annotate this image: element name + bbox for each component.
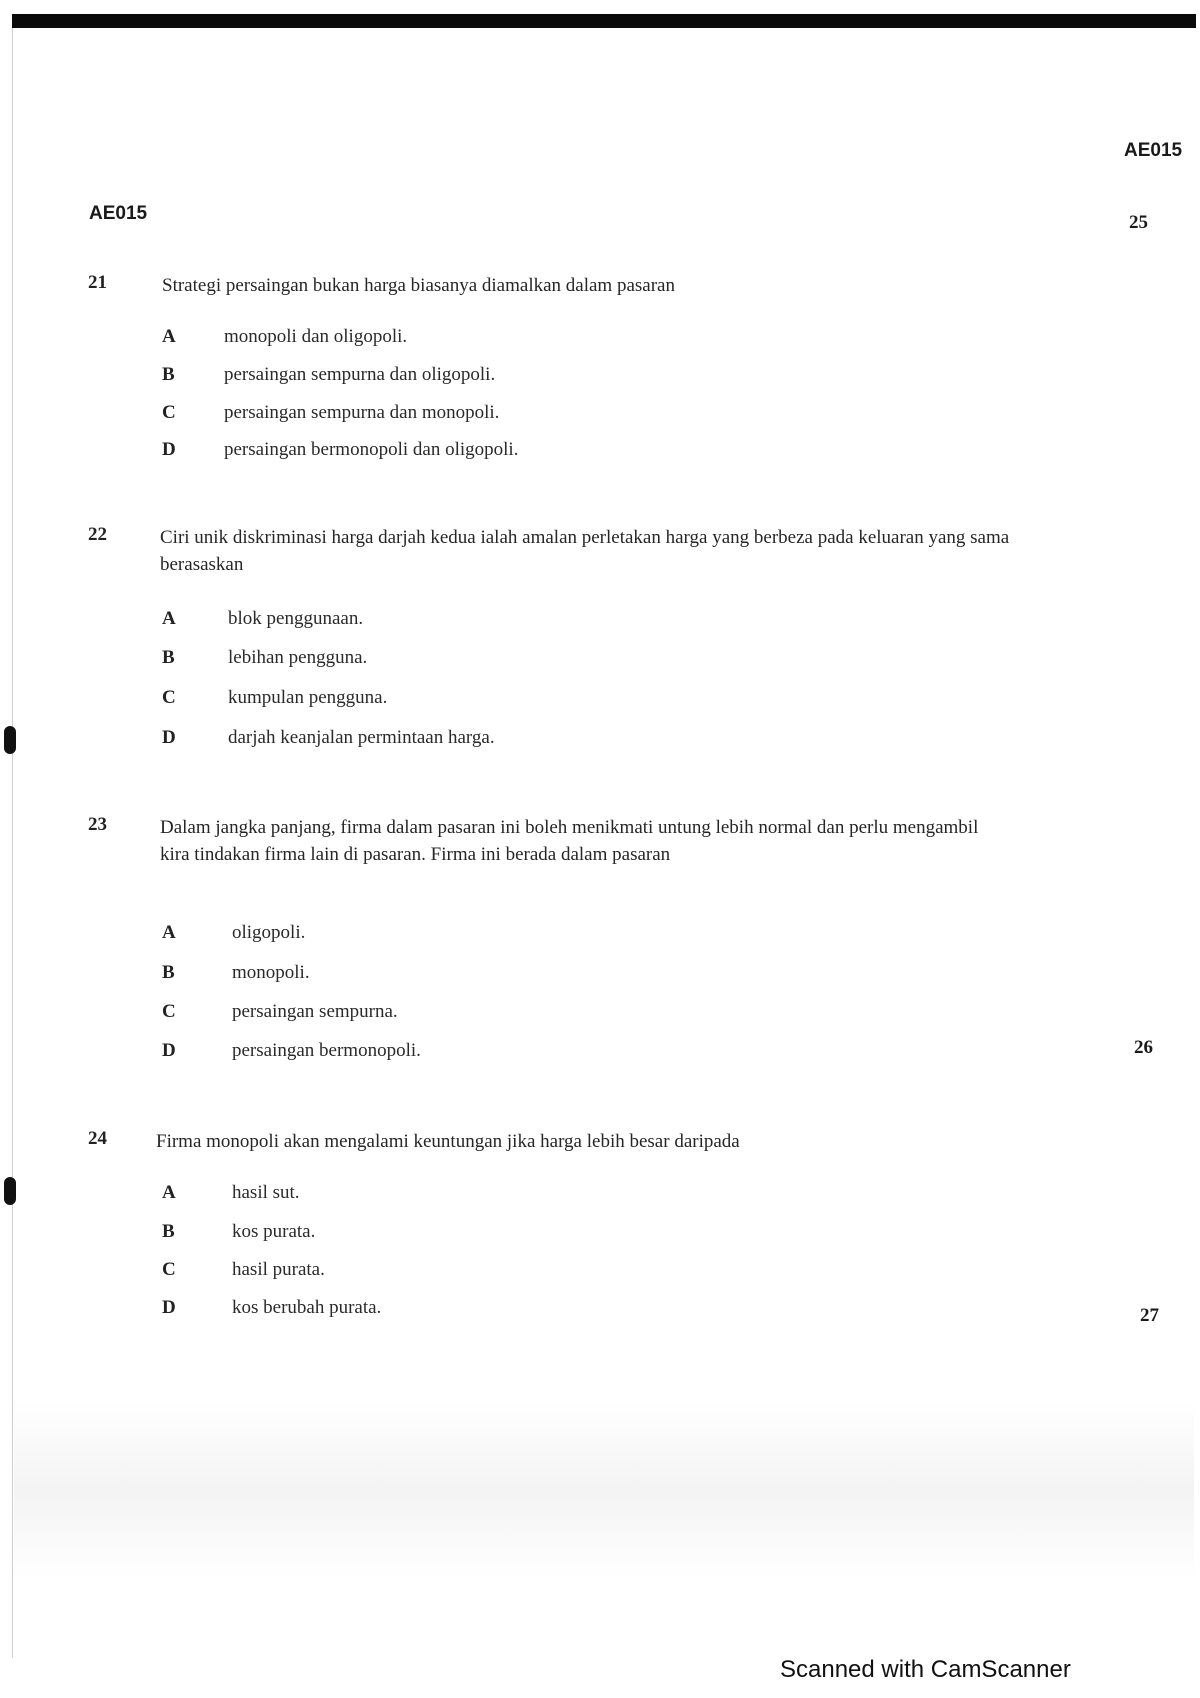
- question-22: [88, 524, 1048, 764]
- option-letter: D: [162, 1040, 176, 1061]
- option-text: persaingan bermonopoli.: [232, 1040, 421, 1061]
- binder-hole-mark: [4, 1177, 16, 1205]
- option-a: [162, 922, 962, 952]
- page-number: 27: [1140, 1305, 1159, 1326]
- option-c: [162, 1001, 962, 1031]
- question-text: Strategi persaingan bukan harga biasanya diamalkan dalam pasaran: [162, 275, 675, 296]
- option-a: [162, 608, 962, 638]
- option-text: monopoli.: [232, 962, 310, 983]
- option-c: [162, 1259, 962, 1289]
- question-number: 23: [88, 814, 107, 835]
- option-letter: D: [162, 439, 176, 460]
- page-number: 26: [1134, 1037, 1153, 1058]
- option-letter: C: [162, 402, 176, 423]
- question-number: 21: [88, 272, 107, 293]
- option-d: [162, 727, 962, 757]
- option-text: darjah keanjalan permintaan harga.: [228, 727, 495, 748]
- scan-top-border: [12, 14, 1196, 28]
- page-left-edge: [12, 28, 13, 1658]
- question-24: [88, 1128, 1048, 1348]
- question-text: Dalam jangka panjang, firma dalam pasaran ini boleh menikmati untung lebih normal dan perlu mengambil kira tindakan firma lain di pasaran. Firma ini berada dalam pasaran: [160, 817, 979, 865]
- option-text: oligopoli.: [232, 922, 306, 943]
- option-d: [162, 1297, 962, 1327]
- option-letter: B: [162, 962, 175, 983]
- option-letter: B: [162, 1221, 175, 1242]
- paper-code-right: AE015: [1124, 140, 1183, 161]
- option-b: [162, 1221, 962, 1251]
- option-text: lebihan pengguna.: [228, 647, 368, 668]
- option-letter: C: [162, 1259, 176, 1280]
- page-number: 25: [1129, 212, 1148, 233]
- option-text: persaingan sempurna.: [232, 1001, 398, 1022]
- option-letter: A: [162, 326, 176, 347]
- option-text: hasil purata.: [232, 1259, 325, 1280]
- option-a: [162, 1182, 962, 1212]
- option-b: [162, 364, 962, 394]
- option-letter: D: [162, 727, 176, 748]
- question-23: [88, 814, 1048, 1074]
- option-b: [162, 962, 962, 992]
- option-text: monopoli dan oligopoli.: [224, 326, 408, 347]
- question-number: 24: [88, 1128, 107, 1149]
- option-text: hasil sut.: [232, 1182, 300, 1203]
- option-letter: A: [162, 922, 176, 943]
- option-c: [162, 402, 962, 432]
- option-text: persaingan bermonopoli dan oligopoli.: [224, 439, 519, 460]
- option-d: [162, 439, 962, 469]
- option-letter: A: [162, 1182, 176, 1203]
- question-text: Firma monopoli akan mengalami keuntungan jika harga lebih besar daripada: [156, 1131, 740, 1152]
- option-text: kos purata.: [232, 1221, 316, 1242]
- option-text: persaingan sempurna dan monopoli.: [224, 402, 500, 423]
- question-text: Ciri unik diskriminasi harga darjah kedua ialah amalan perletakan harga yang berbeza pada keluaran yang sama berasaskan: [160, 527, 1010, 575]
- option-c: [162, 687, 962, 717]
- option-text: persaingan sempurna dan oligopoli.: [224, 364, 496, 385]
- option-letter: D: [162, 1297, 176, 1318]
- option-a: [162, 326, 962, 356]
- question-number: 22: [88, 524, 107, 545]
- option-letter: B: [162, 647, 175, 668]
- option-d: [162, 1040, 962, 1070]
- scan-shadow: [14, 1400, 1194, 1580]
- option-text: kos berubah purata.: [232, 1297, 382, 1318]
- option-text: blok penggunaan.: [228, 608, 364, 629]
- option-text: kumpulan pengguna.: [228, 687, 388, 708]
- option-letter: C: [162, 687, 176, 708]
- option-letter: C: [162, 1001, 176, 1022]
- option-b: [162, 647, 962, 677]
- binder-hole-mark: [4, 726, 16, 754]
- option-letter: B: [162, 364, 175, 385]
- paper-code-left: AE015: [89, 203, 148, 224]
- option-letter: A: [162, 608, 176, 629]
- scanner-watermark: Scanned with CamScanner: [780, 1656, 1071, 1683]
- question-21: [88, 272, 1048, 482]
